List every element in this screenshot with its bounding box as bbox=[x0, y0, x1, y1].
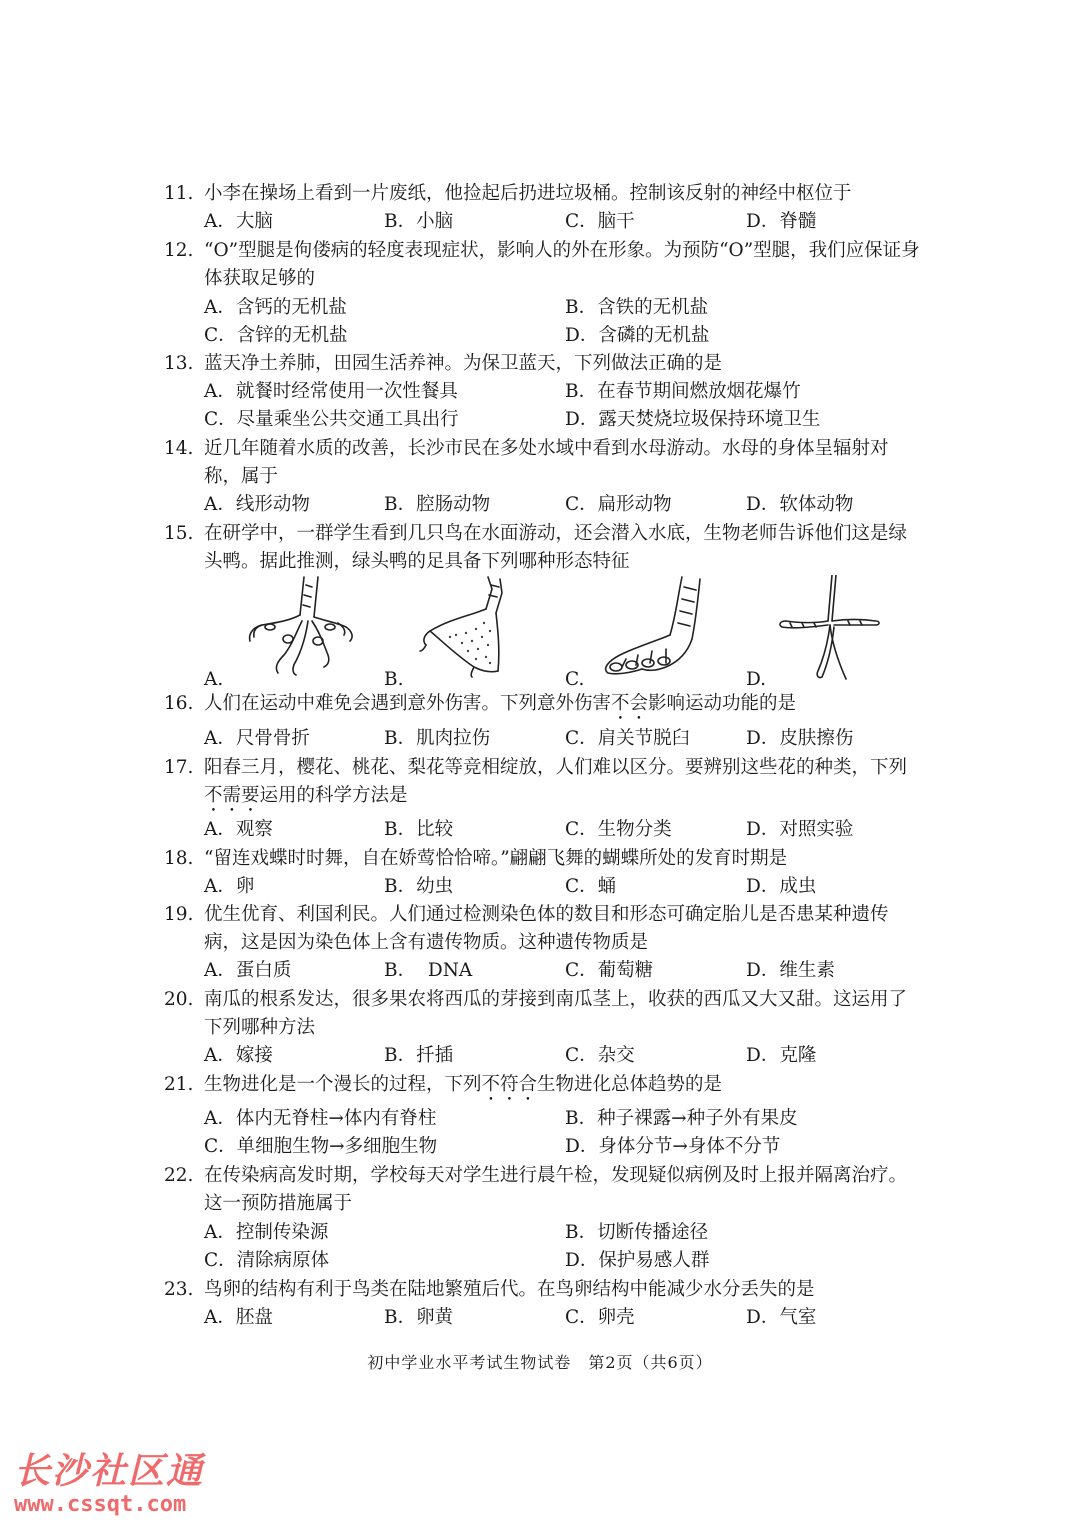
figure-label-b: B. bbox=[384, 669, 404, 690]
text-segment: 运用的科学方法是 bbox=[259, 785, 408, 806]
option-c: C．卵壳 bbox=[565, 1307, 635, 1328]
question-text: 在传染病高发时期，学校每天对学生进行晨午检，发现疑似病例及时上报并隔离治疗。这一预防措施属于 bbox=[204, 1165, 908, 1214]
question-21 bbox=[164, 1071, 924, 1105]
question-number: 12. bbox=[164, 240, 194, 261]
text-segment: 人们在运动中难免会遇到意外伤害。下列意外伤害 bbox=[204, 693, 612, 714]
watermark-url: www.cssqt.com bbox=[14, 1492, 187, 1517]
text-segment: 生物进化是一个漫长的过程，下列 bbox=[204, 1074, 482, 1095]
question-number: 15. bbox=[164, 523, 194, 544]
options-22-row1 bbox=[204, 1219, 924, 1247]
question-number: 18. bbox=[164, 848, 194, 869]
ground-bird-foot-image bbox=[596, 575, 716, 680]
question-20 bbox=[164, 986, 924, 1042]
option-d: D．含磷的无机盐 bbox=[565, 325, 710, 346]
watermark bbox=[14, 1452, 204, 1518]
figure-label-c: C. bbox=[565, 669, 585, 690]
option-d: D．露天焚烧垃圾保持环境卫生 bbox=[565, 409, 821, 430]
option-b: B．在春节期间燃放烟花爆竹 bbox=[565, 381, 801, 402]
options-14 bbox=[204, 491, 924, 519]
option-b: B．含铁的无机盐 bbox=[565, 297, 709, 318]
question-number: 21. bbox=[164, 1074, 194, 1095]
options-18 bbox=[204, 873, 924, 901]
emphasized-text: 不需要 bbox=[204, 785, 260, 806]
option-a: A．尺骨骨折 bbox=[204, 728, 310, 749]
question-number: 20. bbox=[164, 989, 194, 1010]
option-c: C．蛹 bbox=[565, 876, 617, 897]
question-number: 22. bbox=[164, 1165, 194, 1186]
option-d: D．气室 bbox=[746, 1307, 817, 1328]
question-23 bbox=[164, 1276, 924, 1304]
question-11 bbox=[164, 180, 924, 208]
option-b: B．切断传播途径 bbox=[565, 1222, 709, 1243]
question-text: 蓝天净土养肺，田园生活养神。为保卫蓝天，下列做法正确的是 bbox=[204, 353, 723, 374]
option-d: D．保护易感人群 bbox=[565, 1250, 710, 1271]
option-a: A．含钙的无机盐 bbox=[204, 297, 347, 318]
webbed-foot-image bbox=[416, 575, 526, 680]
option-b: B．卵黄 bbox=[384, 1307, 454, 1328]
question-text: “留连戏蝶时时舞，自在娇莺恰恰啼。”翩翩飞舞的蝴蝶所处的发育时期是 bbox=[204, 848, 788, 869]
options-20 bbox=[204, 1042, 924, 1070]
question-17 bbox=[164, 754, 924, 816]
option-a: A．观察 bbox=[204, 819, 273, 840]
question-18 bbox=[164, 845, 924, 873]
question-text: 鸟卵的结构有利于鸟类在陆地繁殖后代。在鸟卵结构中能减少水分丢失的是 bbox=[204, 1279, 815, 1300]
question-16 bbox=[164, 690, 924, 724]
question-text: “O”型腿是佝偻病的轻度表现症状，影响人的外在形象。为预防“O”型腿，我们应保证身体获取足够的 bbox=[204, 240, 920, 289]
question-text: 在研学中，一群学生看到几只鸟在水面游动，还会潜入水底，生物老师告诉他们这是绿头鸭。据此推测，绿头鸭的足具备下列哪种形态特征 bbox=[204, 523, 908, 572]
options-16 bbox=[204, 725, 924, 753]
question-number: 23. bbox=[164, 1279, 194, 1300]
question-text: 小李在操场上看到一片废纸，他捡起后扔进垃圾桶。控制该反射的神经中枢位于 bbox=[204, 183, 852, 204]
question-text: 近几年随着水质的改善，长沙市民在多处水域中看到水母游动。水母的身体呈辐射对称，属于 bbox=[204, 438, 889, 487]
options-23 bbox=[204, 1304, 924, 1332]
option-a: A．就餐时经常使用一次性餐具 bbox=[204, 381, 458, 402]
option-a: A．大脑 bbox=[204, 211, 273, 232]
options-17 bbox=[204, 816, 924, 844]
option-b: B．幼虫 bbox=[384, 876, 454, 897]
figure-label-a: A. bbox=[204, 669, 224, 690]
question-text: 优生优育、利国利民。人们通过检测染色体的数目和形态可确定胎儿是否患某种遗传病，这是因为染色体上含有遗传物质。这种遗传物质是 bbox=[204, 904, 889, 953]
option-b: B．扦插 bbox=[384, 1045, 454, 1066]
question-text bbox=[204, 754, 924, 816]
option-a: A．线形动物 bbox=[204, 494, 310, 515]
question-number: 16. bbox=[164, 693, 194, 714]
question-13 bbox=[164, 350, 924, 378]
text-segment: 阳春三月，樱花、桃花、梨花等竞相绽放，人们难以区分。要辨别这些花的种类，下列 bbox=[204, 757, 908, 778]
question-text bbox=[204, 690, 924, 724]
option-b: B．比较 bbox=[384, 819, 454, 840]
option-b: B．小脑 bbox=[384, 211, 454, 232]
option-c: C．单细胞生物→多细胞生物 bbox=[204, 1136, 438, 1157]
question-number: 14. bbox=[164, 438, 194, 459]
option-a: A．嫁接 bbox=[204, 1045, 273, 1066]
options-13-row1 bbox=[204, 378, 924, 406]
emphasized-text: 不符合 bbox=[481, 1074, 538, 1095]
foot-figures bbox=[204, 575, 924, 690]
options-19 bbox=[204, 957, 924, 985]
question-number: 13. bbox=[164, 353, 194, 374]
options-21-row2 bbox=[204, 1133, 924, 1161]
text-segment: 生物进化总体趋势的是 bbox=[537, 1074, 723, 1095]
watermark-logo: 长沙社区通 bbox=[14, 1451, 205, 1492]
question-number: 19. bbox=[164, 904, 194, 925]
option-b: B． DNA bbox=[384, 960, 473, 981]
page-footer: 初中学业水平考试生物试卷 第2页（共6页） bbox=[367, 1353, 713, 1372]
question-text bbox=[204, 1071, 924, 1105]
option-c: C．清除病原体 bbox=[204, 1250, 330, 1271]
text-segment: 影响运动功能的是 bbox=[648, 693, 797, 714]
options-13-row2 bbox=[204, 406, 924, 434]
option-b: B．种子裸露→种子外有果皮 bbox=[565, 1108, 798, 1129]
options-22-row2 bbox=[204, 1247, 924, 1275]
options-12-row1 bbox=[204, 294, 924, 322]
question-number: 11. bbox=[164, 183, 194, 204]
option-c: C．杂交 bbox=[565, 1045, 635, 1066]
option-c: C．葡萄糖 bbox=[565, 960, 654, 981]
option-a: A．体内无脊柱→体内有脊柱 bbox=[204, 1108, 437, 1129]
option-d: D．脊髓 bbox=[746, 211, 817, 232]
question-22 bbox=[164, 1162, 924, 1218]
option-d: D．软体动物 bbox=[746, 494, 854, 515]
options-21-row1 bbox=[204, 1105, 924, 1133]
option-b: B．肌肉拉伤 bbox=[384, 728, 491, 749]
wading-foot-image bbox=[776, 575, 886, 685]
option-d: D．成虫 bbox=[746, 876, 817, 897]
option-b: B．腔肠动物 bbox=[384, 494, 491, 515]
option-a: A．胚盘 bbox=[204, 1307, 273, 1328]
question-15 bbox=[164, 520, 924, 576]
figure-label-d: D. bbox=[746, 669, 767, 690]
question-number: 17. bbox=[164, 757, 194, 778]
option-c: C．扁形动物 bbox=[565, 494, 672, 515]
talon-foot-image bbox=[234, 575, 359, 680]
option-d: D．皮肤擦伤 bbox=[746, 728, 854, 749]
option-c: C．脑干 bbox=[565, 211, 635, 232]
option-d: D．身体分节→身体不分节 bbox=[565, 1136, 781, 1157]
option-c: C．含锌的无机盐 bbox=[204, 325, 348, 346]
option-c: C．生物分类 bbox=[565, 819, 672, 840]
question-14 bbox=[164, 435, 924, 491]
question-19 bbox=[164, 901, 924, 957]
option-d: D．对照实验 bbox=[746, 819, 854, 840]
emphasized-text: 不会 bbox=[611, 693, 649, 714]
option-a: A．卵 bbox=[204, 876, 255, 897]
option-c: C．肩关节脱臼 bbox=[565, 728, 691, 749]
question-text: 南瓜的根系发达，很多果农将西瓜的芽接到南瓜茎上，收获的西瓜又大又甜。这运用了下列哪种方法 bbox=[204, 989, 908, 1038]
option-a: A．蛋白质 bbox=[204, 960, 292, 981]
option-c: C．尽量乘坐公共交通工具出行 bbox=[204, 409, 459, 430]
options-11 bbox=[204, 208, 924, 236]
question-12 bbox=[164, 237, 924, 293]
option-a: A．控制传染源 bbox=[204, 1222, 329, 1243]
options-12-row2 bbox=[204, 322, 924, 350]
option-d: D．维生素 bbox=[746, 960, 835, 981]
option-d: D．克隆 bbox=[746, 1045, 817, 1066]
